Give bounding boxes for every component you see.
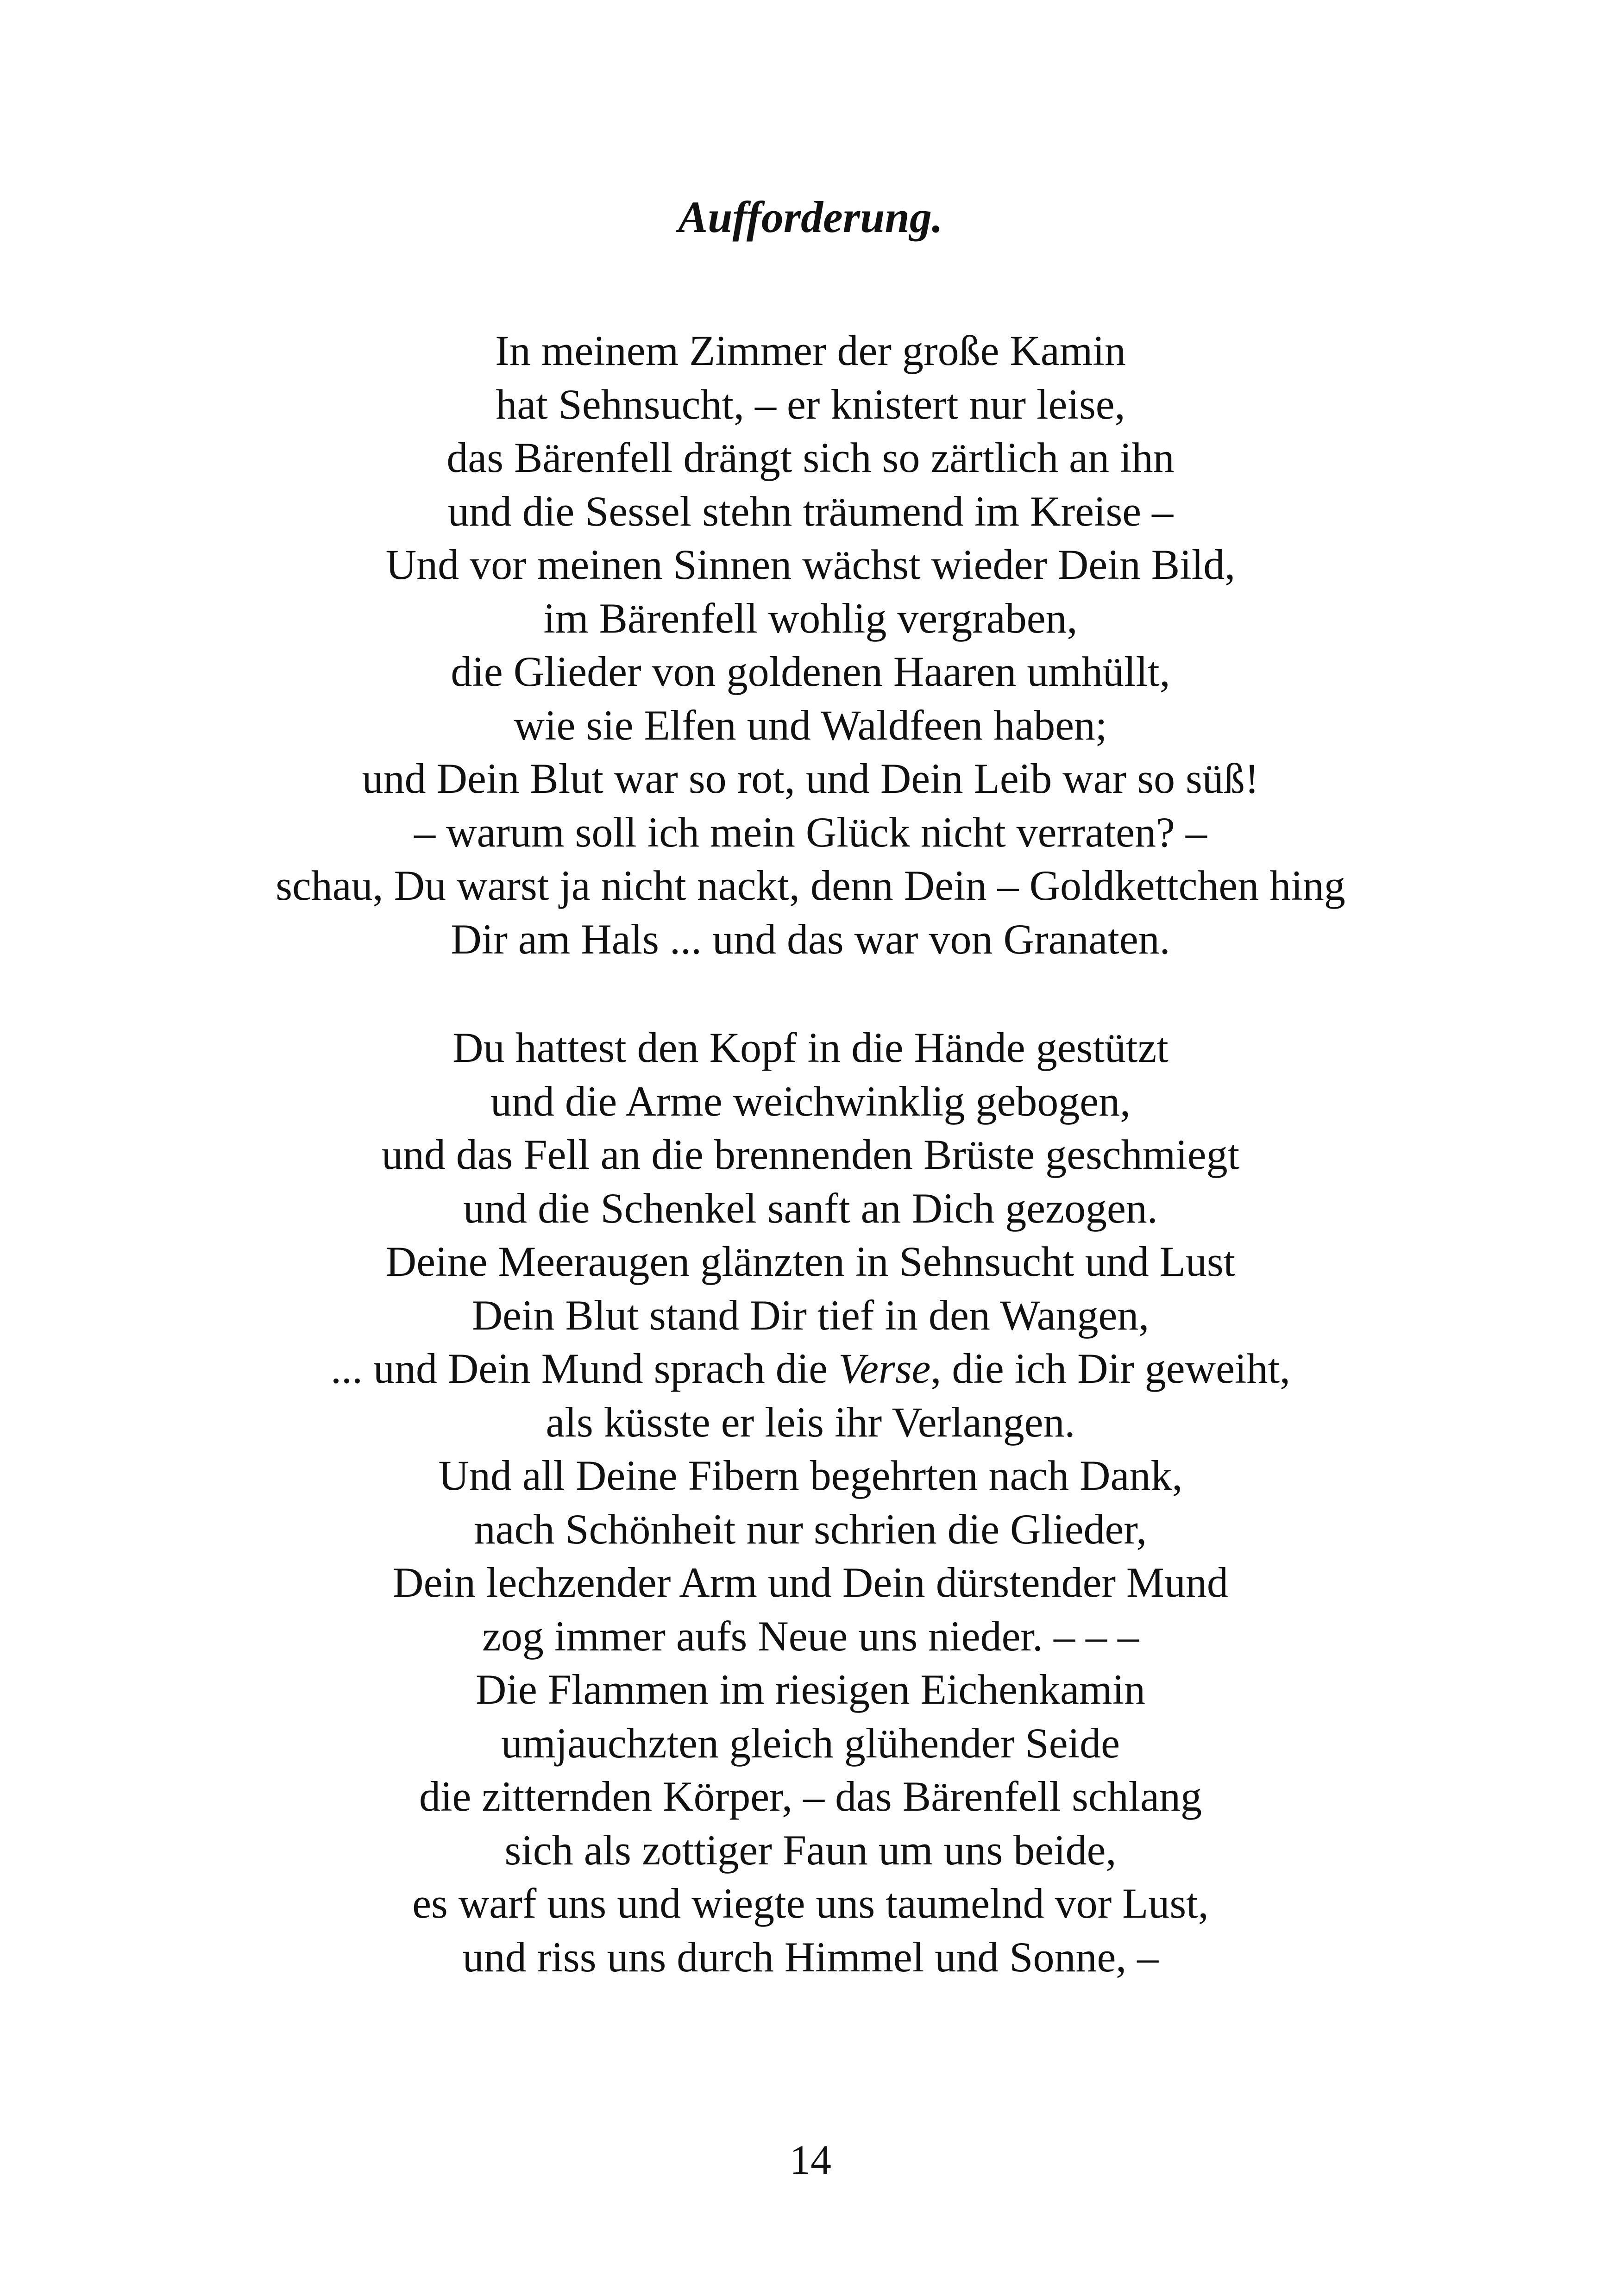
poem-line-with-emphasis	[0, 1342, 1621, 1396]
poem-stanza-2	[0, 1021, 1621, 1984]
poem-line: Dein lechzender Arm und Dein dürstender Mund	[393, 1559, 1228, 1606]
poem-line: hat Sehnsucht, – er knistert nur leise,	[496, 380, 1125, 428]
poem-line: sich als zottiger Faun um uns beide,	[504, 1826, 1117, 1874]
poem-line: und Dein Blut war so rot, und Dein Leib war so süß!	[362, 755, 1259, 802]
poem-line: wie sie Elfen und Waldfeen haben;	[514, 701, 1107, 749]
poem-line: Du hattest den Kopf in die Hände gestützt	[452, 1024, 1169, 1071]
poem-line: umjauchzten gleich glühender Seide	[501, 1719, 1120, 1767]
poem-line: die Glieder von goldenen Haaren umhüllt,	[451, 648, 1170, 695]
poem-line: Dir am Hals ... und das war von Granaten.	[451, 915, 1170, 963]
poem-line: und die Sessel stehn träumend im Kreise –	[447, 487, 1174, 535]
poem-line: und das Fell an die brennenden Brüste geschmiegt	[381, 1131, 1240, 1178]
poem-line: das Bärenfell drängt sich so zärtlich an ihn	[446, 434, 1175, 481]
poem-line: Dein Blut stand Dir tief in den Wangen,	[471, 1291, 1150, 1339]
poem-line: und riss uns durch Himmel und Sonne, –	[462, 1933, 1159, 1981]
poem-line: als küsste er leis ihr Verlangen.	[546, 1398, 1075, 1446]
poem-title: Aufforderung.	[678, 192, 943, 242]
poem-line: die zitternden Körper, – das Bärenfell schlang	[419, 1773, 1202, 1820]
poem-stanza-1	[0, 324, 1621, 966]
poem-line: – warum soll ich mein Glück nicht verraten? –	[414, 808, 1207, 856]
poem-line: im Bärenfell wohlig vergraben,	[543, 594, 1078, 642]
poem-line: und die Schenkel sanft an Dich gezogen.	[463, 1184, 1158, 1232]
poem-line: es warf uns und wiegte uns taumelnd vor Lust,	[412, 1880, 1209, 1927]
poem-line: Und vor meinen Sinnen wächst wieder Dein Bild,	[385, 541, 1236, 588]
poem-line: und die Arme weichwinklig gebogen,	[490, 1077, 1131, 1125]
emphasized-word: Verse	[838, 1345, 931, 1392]
poem-line: Und all Deine Fibern begehrten nach Dank,	[438, 1452, 1183, 1499]
poem-line: Deine Meeraugen glänzten in Sehnsucht und Lust	[385, 1238, 1236, 1285]
line-text-before-emphasis: ... und Dein Mund sprach die	[330, 1345, 839, 1392]
page-number: 14	[790, 2137, 831, 2183]
poem-line: schau, Du warst ja nicht nackt, denn Dein – Goldkettchen hing	[276, 862, 1345, 909]
poem-line: Die Flammen im riesigen Eichenkamin	[475, 1666, 1146, 1713]
poem-line: zog immer aufs Neue uns nieder. – – –	[482, 1612, 1139, 1660]
poem-line: nach Schönheit nur schrien die Glieder,	[474, 1505, 1147, 1553]
poem-line: In meinem Zimmer der große Kamin	[495, 327, 1126, 374]
line-text-after-emphasis: , die ich Dir geweiht,	[930, 1345, 1291, 1392]
